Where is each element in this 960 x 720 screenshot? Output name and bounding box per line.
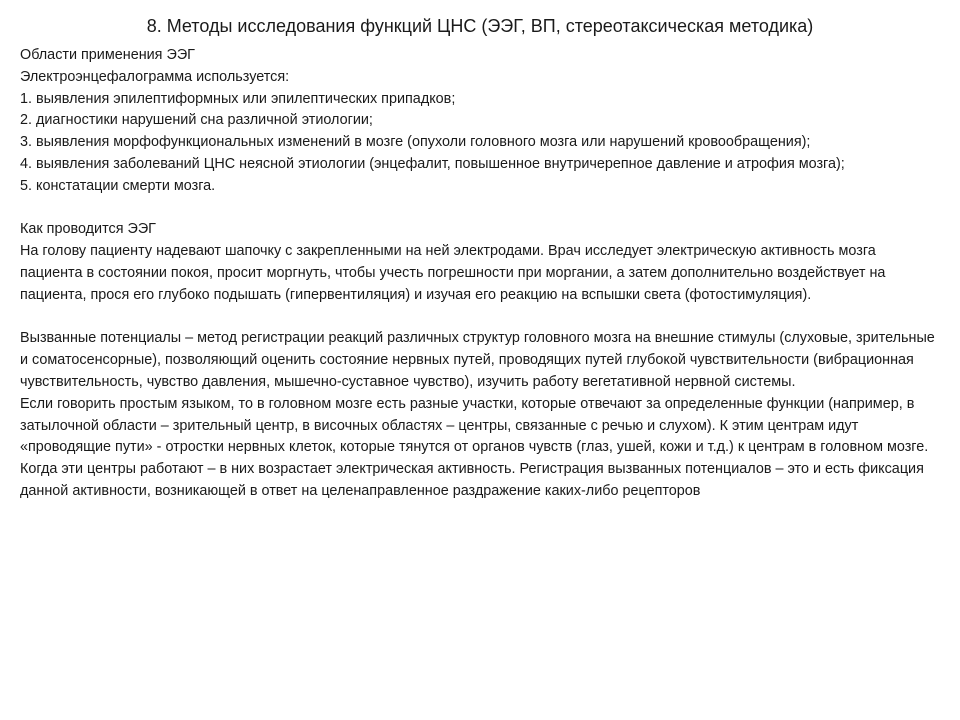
- eeg-procedure-heading: Как проводится ЭЭГ: [20, 221, 156, 238]
- eeg-use-item: 2. диагностики нарушений сна различной этиологии;: [20, 112, 373, 129]
- eeg-procedure-text: На голову пациенту надевают шапочку с закрепленными на ней электродами. Врач исследует электрическую активность мозга пациента в состоянии покоя, просит моргнуть, чтобы учесть погрешности при моргании, а затем дополнительно воздействует на пациента, прося его глубоко подышать (гипервентиляция) и изучая его реакцию на вспышки света (фотостимуляция).: [20, 243, 886, 303]
- slide-title: 8. Методы исследования функций ЦНС (ЭЭГ, ВП, стереотаксическая методика): [146, 16, 814, 36]
- evoked-potentials-definition: Вызванные потенциалы – метод регистрации реакций различных структур головного мозга на внешние стимулы (слуховые, зрительные и соматосенсорные), позволяющий оценить состояние нервных путей, проводящих путей глубокой чувствительности (вибрационная чувствительность, чувство давления, мышечно-суставное чувство), изучить работу вегетативной нервной системы.: [20, 330, 935, 390]
- paragraph-spacer: [20, 307, 940, 329]
- slide-body: [20, 45, 940, 503]
- eeg-use-intro: Электроэнцефалограмма используется:: [20, 68, 290, 85]
- eeg-use-item: 4. выявления заболеваний ЦНС неясной этиологии (энцефалит, повышенное внутричерепное давление и атрофия мозга);: [20, 155, 845, 172]
- paragraph-spacer: [20, 198, 940, 220]
- eeg-use-item: 5. констатации смерти мозга.: [20, 177, 216, 194]
- eeg-use-item: 1. выявления эпилептиформных или эпилептических припадков;: [20, 90, 456, 107]
- eeg-use-item: 3. выявления морфофункциональных изменений в мозге (опухоли головного мозга или нарушений кровообращения);: [20, 134, 811, 151]
- eeg-use-heading: Области применения ЭЭГ: [20, 47, 195, 63]
- evoked-potentials-explanation: Если говорить простым языком, то в головном мозге есть разные участки, которые отвечают за определенные функции (например, в затылочной области – зрительный центр, в височных областях – центры, связанные с речью и слухом). К этим центрам идут «проводящие пути» - отростки нервных клеток, которые тянутся от органов чувств (глаз, ушей, кожи и т.д.) к центрам в головном мозге. Когда эти центры работают – в них возрастает электрическая активность. Регистрация вызванных потенциалов – это и есть фиксация данной активности, возникающей в ответ на целенаправленное раздражение каких-либо рецепторов: [20, 395, 929, 499]
